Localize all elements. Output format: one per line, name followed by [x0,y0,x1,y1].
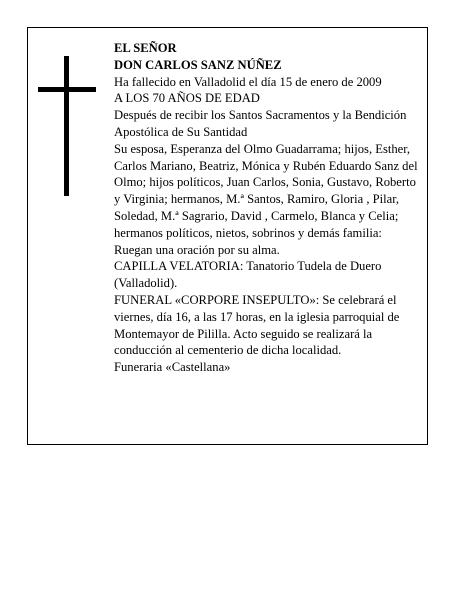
obituary-text [114,40,424,376]
funeral-home: Funeraria «Castellana» [114,360,231,375]
chapel-paragraph: CAPILLA VELATORIA: Tanatorio Tudela de Duero (Valladolid). [114,259,382,291]
age-info: A LOS 70 AÑOS DE EDAD [114,91,260,106]
sacraments-paragraph: Después de recibir los Santos Sacramentos y la Bendición Apostólica de Su Santidad [114,108,407,139]
deceased-name: DON CARLOS SANZ NÚÑEZ [114,57,282,72]
death-info: Ha fallecido en Valladolid el día 15 de enero de 2009 [114,74,382,89]
cross-vertical-bar [64,56,69,196]
cross-icon [38,56,96,196]
heading-title: EL SEÑOR [114,41,177,55]
prayer-request: Ruegan una oración por su alma. [114,242,280,257]
cross-horizontal-bar [38,87,96,92]
family-paragraph: Su esposa, Esperanza del Olmo Guadarrama; hijos, Esther, Carlos Mariano, Beatriz, Mónica y Rubén Eduardo Sanz del Olmo; hijos políticos, Juan Carlos, Sonia, Gustavo, Roberto y Virginia; hermanos, M.ª Santos, Ramiro, Gloria , Pilar, Soledad, M.ª Sagrario, David , Carmelo, Blanca y Celia; hermanos políticos, nietos, sobrinos y demás familia: [114,141,418,240]
funeral-paragraph: FUNERAL «CORPORE INSEPULTO»: Se celebrará el viernes, día 16, a las 17 horas, en la iglesia parroquial de Montemayor de Pililla. Acto seguido se realizará la conducción al cementerio de dicha localidad. [114,292,400,358]
